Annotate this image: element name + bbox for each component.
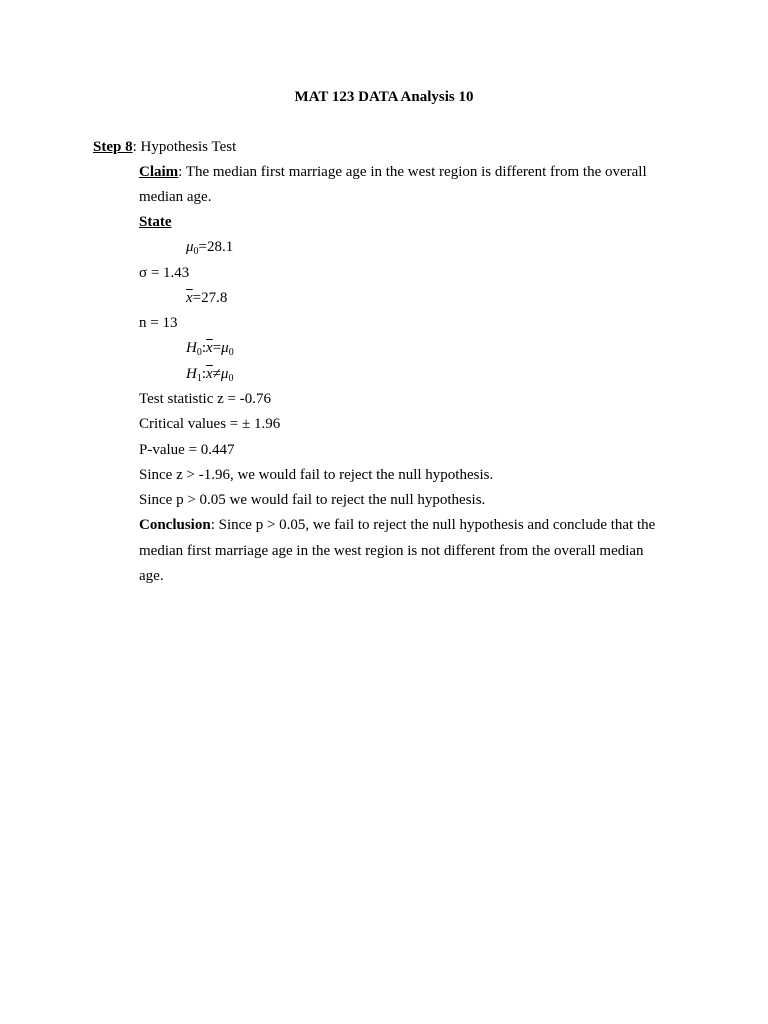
step-label: Step 8	[93, 139, 133, 155]
since-p-statement: Since p > 0.05 we would fail to reject the null hypothesis.	[139, 492, 486, 508]
claim-line-1	[139, 162, 647, 182]
conclusion-label: Conclusion	[139, 517, 211, 533]
h0-colon: :	[201, 340, 207, 356]
h1-subscript: 1	[196, 373, 202, 384]
null-hypothesis	[186, 338, 234, 363]
h1-colon: :	[201, 366, 207, 382]
mu-symbol: μ	[186, 239, 194, 255]
xbar-line	[186, 288, 227, 308]
h0-mu-subscript: 0	[228, 347, 234, 358]
conclusion-line-3: age.	[139, 568, 164, 584]
conclusion-line-2: median first marriage age in the west region is not different from the overall median	[139, 543, 644, 559]
h1-xbar: $\overline{x}$	[206, 366, 213, 382]
conclusion-line-1	[139, 515, 655, 535]
mu-subscript: 0	[193, 246, 199, 257]
h0-symbol: H	[186, 340, 197, 356]
conclusion-text-1: : Since p > 0.05, we fail to reject the null hypothesis and conclude that the	[210, 517, 656, 533]
claim-label: Claim	[139, 164, 179, 180]
h1-mu: μ	[220, 366, 229, 382]
h0-mu: μ	[221, 340, 229, 356]
h0-subscript: 0	[196, 347, 202, 358]
n-line: n = 13	[139, 315, 178, 331]
h1-not-equal: ≠	[212, 366, 221, 382]
state-label: State	[139, 214, 172, 230]
h0-equals: =	[212, 340, 222, 356]
h0-xbar: $\overline{x}$	[206, 340, 213, 356]
critical-values: Critical values = ± 1.96	[139, 416, 281, 432]
since-z-statement: Since z > -1.96, we would fail to reject the null hypothesis.	[139, 467, 494, 483]
p-value: P-value = 0.447	[139, 442, 235, 458]
step-heading	[93, 137, 236, 157]
h1-symbol: H	[186, 366, 197, 382]
mu-line	[186, 237, 233, 262]
sigma-line: σ = 1.43	[139, 265, 190, 281]
document-title: MAT 123 DATA Analysis 10	[294, 89, 474, 105]
claim-line-2: median age.	[139, 189, 212, 205]
xbar-value: =27.8	[192, 290, 228, 306]
step-text: : Hypothesis Test	[132, 139, 237, 155]
claim-text-1: : The median first marriage age in the west region is different from the overall	[178, 164, 647, 180]
test-statistic: Test statistic z = -0.76	[139, 391, 271, 407]
xbar-symbol: $\overline{x}$	[186, 290, 193, 306]
alternative-hypothesis	[186, 364, 233, 389]
mu-value: =28.1	[198, 239, 234, 255]
h1-mu-subscript: 0	[228, 373, 234, 384]
